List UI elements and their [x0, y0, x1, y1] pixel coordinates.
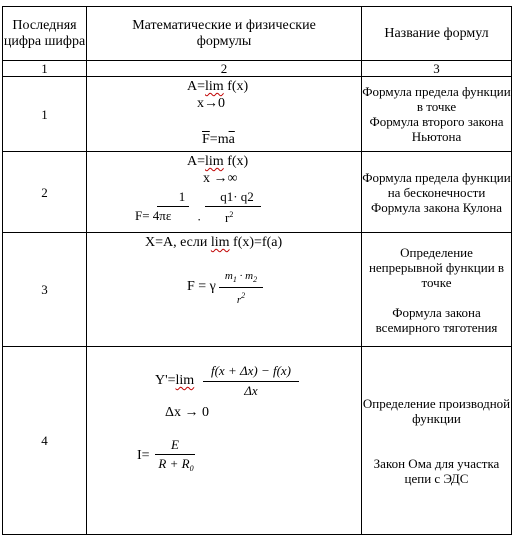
formula-cell — [87, 152, 362, 233]
newton-formula: $\overline{F}=m\overline{a}$ — [202, 132, 235, 147]
limit-formula: A=lim f(x) — [187, 79, 249, 94]
limit-formula: A=lim f(x) — [187, 154, 249, 169]
formula-name: Определение производной функции — [362, 395, 511, 426]
header-formula-names: Название формул — [362, 7, 512, 61]
table-row — [3, 347, 512, 535]
column-number-1: 1 — [3, 61, 87, 77]
formula-names-cell — [362, 347, 512, 535]
ohm-denominator: $R + R_0$ — [158, 456, 194, 473]
derivative-condition: Δx → 0 — [165, 405, 210, 420]
row-digit: 3 — [3, 233, 87, 347]
column-number-2: 2 — [87, 61, 362, 77]
limit-condition: x →∞ — [203, 171, 238, 186]
header-row — [3, 7, 512, 61]
formula-name — [362, 441, 511, 456]
formula-name: Формула предела функции в точке — [362, 84, 511, 114]
formula-name: Закон Ома для участка цепи с ЭДС — [373, 455, 500, 486]
derivative-numerator: f(x + Δx) − f(x) — [210, 363, 292, 378]
formula-name: Формула предела функции на бесконечности — [362, 169, 511, 200]
column-number-3: 3 — [362, 61, 512, 77]
formula-name — [362, 426, 511, 441]
table-row — [3, 152, 512, 233]
row-digit: 4 — [3, 347, 87, 535]
table-row — [3, 233, 512, 347]
formula-names-cell — [362, 233, 512, 347]
gravity-lhs: F = γ — [187, 279, 216, 294]
row-digit: 2 — [3, 152, 87, 233]
formula-names-cell — [362, 152, 512, 233]
coulomb-denominator: $r^2$ — [225, 210, 234, 225]
formula-name — [362, 290, 511, 305]
ohm-lhs: I= — [137, 448, 150, 463]
limit-condition: x→0 — [197, 96, 225, 111]
formulas-table — [2, 6, 512, 535]
gravity-denominator: $r^2$ — [236, 291, 246, 306]
formula-name: Формула закона Кулона — [370, 199, 503, 215]
column-number-row — [3, 61, 512, 77]
formula-cell — [87, 347, 362, 535]
fraction-bar — [203, 381, 299, 382]
formula-name: Формула закона всемирного тяготения — [375, 304, 498, 335]
ohm-numerator: E — [171, 437, 179, 452]
row-digit: 1 — [3, 77, 87, 152]
coulomb-dot: · — [197, 212, 202, 227]
header-formulas: Математические и физические формулы — [87, 7, 362, 61]
coulomb-numerator-one: 1 — [178, 189, 186, 204]
coulomb-lhs: F= 4πε — [135, 208, 172, 223]
formula-cell — [87, 77, 362, 152]
gravity-numerator: $m_1 \cdot m_2$ — [224, 270, 258, 284]
formula-name: Формула второго закона Ньютона — [369, 114, 504, 144]
table-row — [3, 77, 512, 152]
coulomb-numerator-charges: q1· q2 — [220, 189, 254, 204]
fraction-bar — [157, 206, 189, 207]
fraction-bar — [155, 454, 195, 455]
formula-name: Определение непрерывной функции в точке — [368, 244, 505, 290]
formula-cell — [87, 233, 362, 347]
derivative-denominator: Δx — [244, 383, 258, 398]
header-last-digit: Последняя цифра шифра — [3, 7, 87, 61]
continuity-formula: X=A, если lim f(x)=f(a) — [145, 235, 283, 250]
formula-names-cell — [362, 77, 512, 152]
derivative-lhs: Y'=lim — [155, 373, 195, 388]
